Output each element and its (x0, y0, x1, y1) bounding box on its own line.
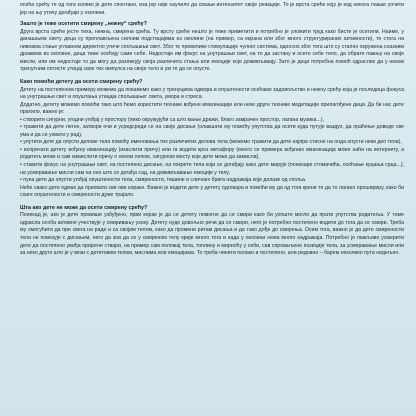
section-heading-why-harder: Зашто је теже осетити смирену „нежну“ срећу? (20, 21, 147, 28)
intro-paragraph: осећа срећу те од тога колико је дете спонтано, иза јер није научило да смањи интензитет своје реакције. То је врста среће коју је код некога лакше уочити јер на њу утичу догађаји у околини. (20, 2, 404, 16)
list-item: • испричати детету вођену имагинацију (изаслити причу) или га водити кроз метафору (много се примера вођених имагинација може наћи на интернету, а родитељ може и сам измислити причу о неком лепом, сигурном месту које дете може да замисли), (20, 146, 404, 161)
section-paragraph-why-harder: Друга врста среће јесте тиха, нежна, смирена срећа. Ту врсту среће нешто је теже приметити и потребно је уложити труд како бисте је осетили. Наиме, у данашњем свету деца су преплављена силним подстицајима из околине (на пример, са екрана или због много структурираних активности), те стога на нивоима стање углавном директно утиче спољашњи свет. Због те превелике стимулације чулног система, односно због тога што су стално окружена сназним дражима из околине, деца теже осећају саме себе. Недостаје им фокус на унутрашњи свет, на то да застану и осете себе тело, да обрате пажњу на своје мисли, или им недостаје то да могу да разликују своја различита стања или емоције које доживљавају. Зато је деци потребна помоћ одраслих да у неком тренутним оптисте утицај свих тих импулса на своје тело и ум те да се опусте. (20, 28, 404, 73)
section-heading-cannot-feel: Шта ако дете не може да осети смирену срећу? (20, 204, 148, 211)
list-item: • створити сигурни, угодни угођај у простору (пико окружујући са што мање дражи, благо замрачен простор, лагана музика...), (20, 116, 324, 123)
section-paragraph-how-to-help-3: Неће свако дете одмах да прихвати све ове кораке. Важно је водити дете у детету одговара и помоћи му да од тога крене те да то лагано прошириру, како би схаге опуштености и смирености дуже трајало. (20, 184, 404, 199)
section-paragraph-how-to-help-2: Додатно, детету можемо помоћи тако што ћемо користити технике вођене имагинације или неке друге технике медитације прилагођене деци. Да би нас дете пратило, важно је: (20, 101, 404, 116)
list-item: • тражити да дете легне, затвори очи и усредсреди се на своје дисање (олакшати му помоћу упутства да осети куда путује ваздух, да праћење доведе све ума и да се ухвати у рад), (20, 124, 404, 138)
list-item: • упутити дете да опусти делове тела помоћу именовања тих различитих делова тела (можемо тражити да дете најпре стисне на онда опусти неки део тела), (20, 139, 402, 146)
section-paragraph-how-to-help-1: Детету на постепеном примеру можемо да покажемо како у тренуцима одмора и опуштености осећамо задовољство и нежну срећу која је последица фокуса на унутрашњи свет и опуштања утицаја спољашњег света, умора и стреса. (20, 86, 404, 101)
section-heading-how-to-help: Како помоћи детету да осети смирену срећу? (20, 78, 143, 85)
tips-list (20, 117, 404, 185)
list-item: • пуна дете да опусти угођај опуштености тела, смирености, тишине и сличних брига надражаја које долазе од споља. (20, 177, 307, 184)
section-paragraph-cannot-feel: Понекад је, ако је дете превише узбуђено, први корак је да се детету помогне да се смири како би уопште могло да прати упутства родитеља. У томе одрасла особа активно учествује у смиривању узоку. Детету нуде довољно речи да се смири, него је потребно постепено водити до тога да се смири. Треба му омогућити да пре свега на раде и са својим телом, како да промени ритам дисања и да тако дође до смирења. Осим тога, важно је да дете смирености тела не повезује с дисањем, него да зна да се у смиреном телу крије много тога и када у околини нема много надражаја. Потребно је пажљиво усмерити дете да постепено увиђа пријатне ствари, на пример сам положај тела, топлину и мирноћу у себи, сав спроваљене позиције тела, за усмеравање мисли или за неко друго што је у вези с дететовим телом, мислима или емоцијама. То треба чинити полако и постепено, али редовно – барем неколико пута недељно. (20, 212, 404, 257)
list-item: • ставити фокус на унутрашњи свет, на постепено дисање, на покрете тела који се догађају како дете мирује (понекаре стомачића, осећање куцања срца...), на усмеравање мисли сам на оно што се догађа сад, на доживљавање емоције у телу, (20, 162, 404, 176)
